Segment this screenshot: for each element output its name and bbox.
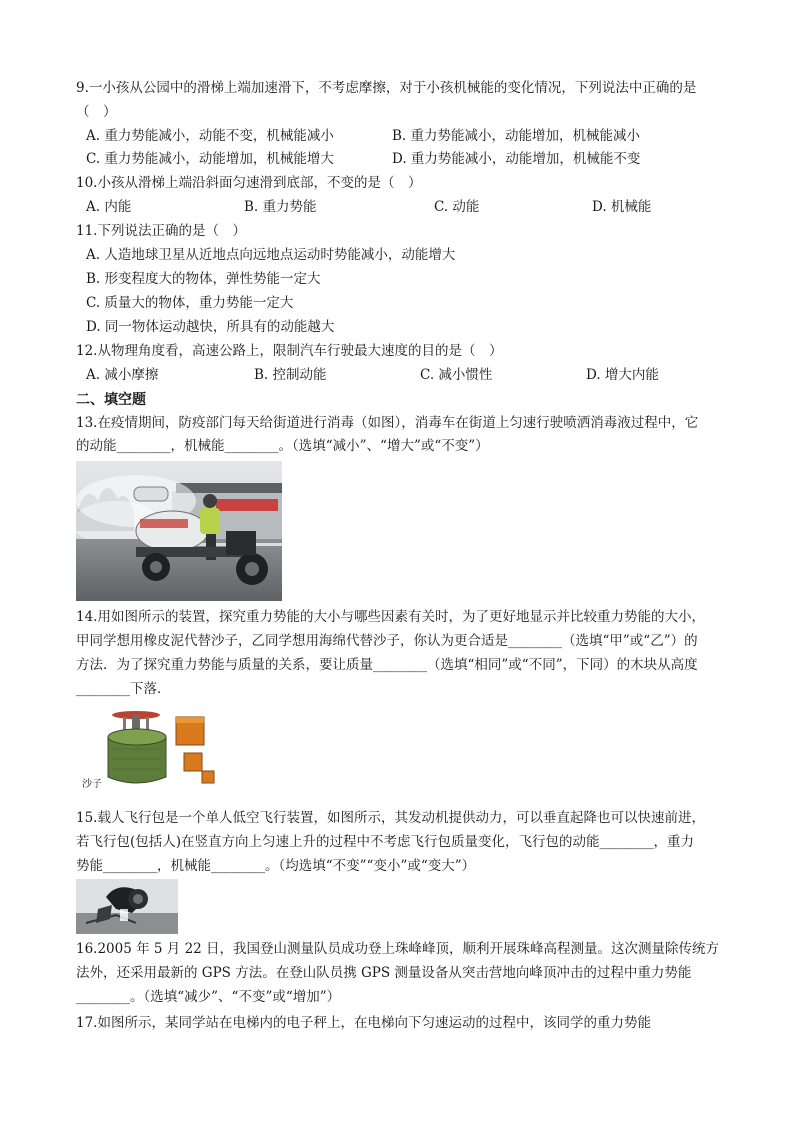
q9-stem-line-1: 9.一小孩从公园中的滑梯上端加速滑下，不考虑摩擦，对于小孩机械能的变化情况，下列说法中正确的是	[76, 80, 697, 96]
q11-option-d: D. 同一物体运动越快，所具有的动能越大	[86, 319, 335, 335]
q11-option-b: B. 形变程度大的物体，弹性势能一定大	[86, 271, 321, 287]
q16-line-3: ________。（选填“减少”、“不变”或“增加”）	[76, 989, 341, 1005]
q15-line-1: 15.载人飞行包是一个单人低空飞行装置，如图所示，其发动机提供动力，可以垂直起降也可以快速前进，	[76, 810, 705, 826]
jetpack-illustration	[76, 879, 178, 934]
disinfection-vehicle-photo	[76, 461, 282, 601]
q16-line-1: 16.2005 年 5 月 22 日，我国登山测量队员成功登上珠峰峰顶，顺利开展珠峰高程测量。这次测量除传统方	[76, 941, 720, 957]
q10-option-b: B. 重力势能	[244, 199, 317, 215]
q17-line-1: 17.如图所示，某同学站在电梯内的电子秤上，在电梯向下匀速运动的过程中，该同学的重力势能	[76, 1015, 651, 1031]
q14-line-3: 方法．为了探究重力势能与质量的关系，要让质量________（选填“相同”或“不同”，下同）的木块从高度	[76, 657, 698, 673]
q15-line-3: 势能________，机械能________。（均选填“不变”“变小”或“变大”）	[76, 858, 476, 874]
q9-option-c: C. 重力势能减小，动能增加，机械能增大	[86, 151, 334, 167]
q12-option-b: B. 控制动能	[254, 367, 327, 383]
jetpack-photo	[76, 879, 178, 934]
q13-line-2: 的动能________，机械能________。（选填“减小”、“增大”或“不变”）	[76, 438, 489, 454]
q11-stem: 11.下列说法正确的是（ ）	[76, 223, 246, 239]
q13-line-1: 13.在疫情期间，防疫部门每天给街道进行消毒（如图），消毒车在街道上匀速行驶喷洒消毒液过程中，它	[76, 415, 699, 431]
q10-option-c: C. 动能	[434, 199, 480, 215]
q12-stem: 12.从物理角度看，高速公路上，限制汽车行驶最大速度的目的是（ ）	[76, 343, 503, 359]
q14-line-1: 14.用如图所示的装置，探究重力势能的大小与哪些因素有关时，为了更好地显示并比较重力势能的大小，	[76, 609, 705, 625]
q16-line-2: 法外，还采用最新的 GPS 方法。在登山队员携 GPS 测量设备从突击营地向峰顶冲击的过程中重力势能	[76, 965, 692, 981]
sand-box-apparatus-figure	[78, 705, 228, 793]
q9-stem-line-2: （ ）	[76, 104, 117, 120]
q10-option-d: D. 机械能	[592, 199, 652, 215]
section-heading-fill-in: 二、填空题	[76, 392, 146, 408]
q12-option-c: C. 减小惯性	[420, 367, 493, 383]
q14-line-4: ________下落．	[76, 681, 171, 697]
q12-option-a: A. 减小摩擦	[86, 367, 159, 383]
sand-label: 沙子	[82, 779, 102, 790]
q9-option-d: D. 重力势能减小，动能增加，机械能不变	[392, 151, 641, 167]
q12-option-d: D. 增大内能	[586, 367, 659, 383]
q10-option-a: A. 内能	[86, 199, 132, 215]
q10-stem: 10.小孩从滑梯上端沿斜面匀速滑到底部，不变的是（ ）	[76, 175, 422, 191]
q15-line-2: 若飞行包(包括人)在竖直方向上匀速上升的过程中不考虑飞行包质量变化，飞行包的动能________，重力	[76, 834, 695, 850]
q11-option-a: A. 人造地球卫星从近地点向远地点运动时势能减小，动能增大	[86, 247, 456, 263]
disinfection-vehicle-illustration	[76, 461, 282, 601]
q14-line-2: 甲同学想用橡皮泥代替沙子，乙同学想用海绵代替沙子，你认为更合适是________（选填“甲”或“乙”）的	[76, 633, 698, 649]
q9-option-b: B. 重力势能减小，动能增加，机械能减小	[392, 128, 641, 144]
q9-option-a: A. 重力势能减小，动能不变，机械能减小	[86, 128, 334, 144]
q11-option-c: C. 质量大的物体，重力势能一定大	[86, 295, 294, 311]
